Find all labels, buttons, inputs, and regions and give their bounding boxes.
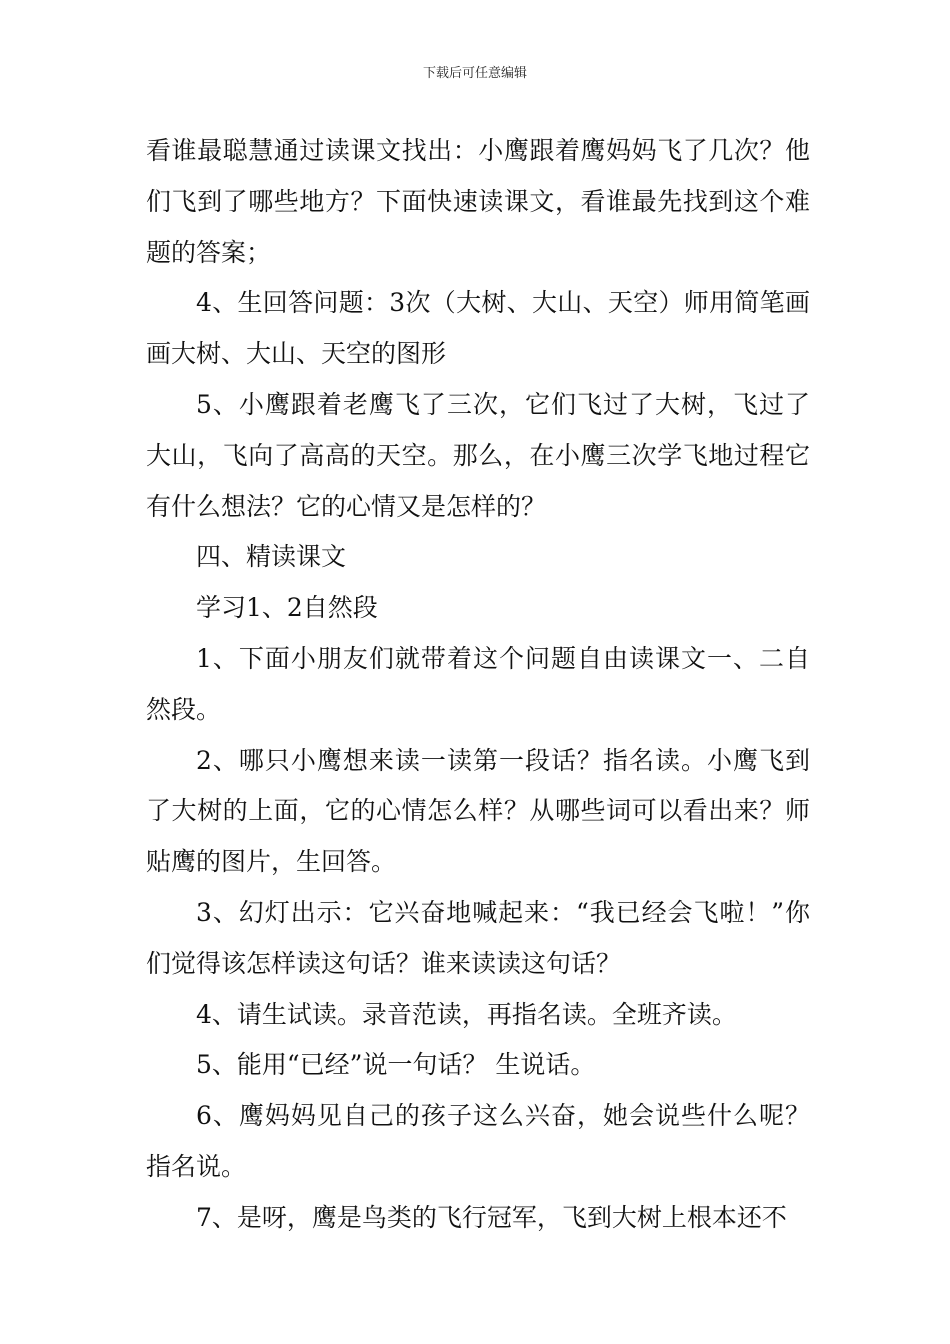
paragraph-10: 5、能用“已经”说一句话？ 生说话。 [196, 1050, 596, 1080]
paragraph-9: 4、请生试读。录音范读，再指名读。全班齐读。 [196, 999, 737, 1029]
paragraph-2: 4、生回答问题：3次（大树、大山、天空）师用简笔画画大树、大山、天空的图形 [146, 288, 810, 369]
document-body [146, 126, 810, 1244]
paragraph-12: 7、是呀，鹰是鸟类的飞行冠军，飞到大树上根本还不 [196, 1202, 787, 1232]
paragraph-8: 3、幻灯出示：它兴奋地喊起来：“我已经会飞啦！”你们觉得该怎样读这句话？谁来读读这句话？ [146, 897, 810, 978]
section-heading: 四、精读课文 [196, 542, 347, 572]
subsection-heading: 学习1、2自然段 [196, 593, 378, 623]
paragraph-6: 1、下面小朋友们就带着这个问题自由读课文一、二自然段。 [146, 643, 810, 724]
paragraph-1: 看谁最聪慧通过读课文找出：小鹰跟着鹰妈妈飞了几次？他们飞到了哪些地方？下面快速读课文，看谁最先找到这个难题的答案； [146, 136, 810, 267]
page-header: 下载后可任意编辑 [422, 66, 527, 81]
paragraph-11: 6、鹰妈妈见自己的孩子这么兴奋，她会说些什么呢？指名说。 [146, 1101, 810, 1181]
paragraph-7: 2、哪只小鹰想来读一读第一段话？指名读。小鹰飞到了大树的上面，它的心情怎么样？从哪些词可以看出来？师贴鹰的图片，生回答。 [146, 745, 810, 877]
paragraph-3: 5、小鹰跟着老鹰飞了三次，它们飞过了大树，飞过了大山，飞向了高高的天空。那么，在小鹰三次学飞地过程它有什么想法？它的心情又是怎样的？ [146, 389, 810, 521]
